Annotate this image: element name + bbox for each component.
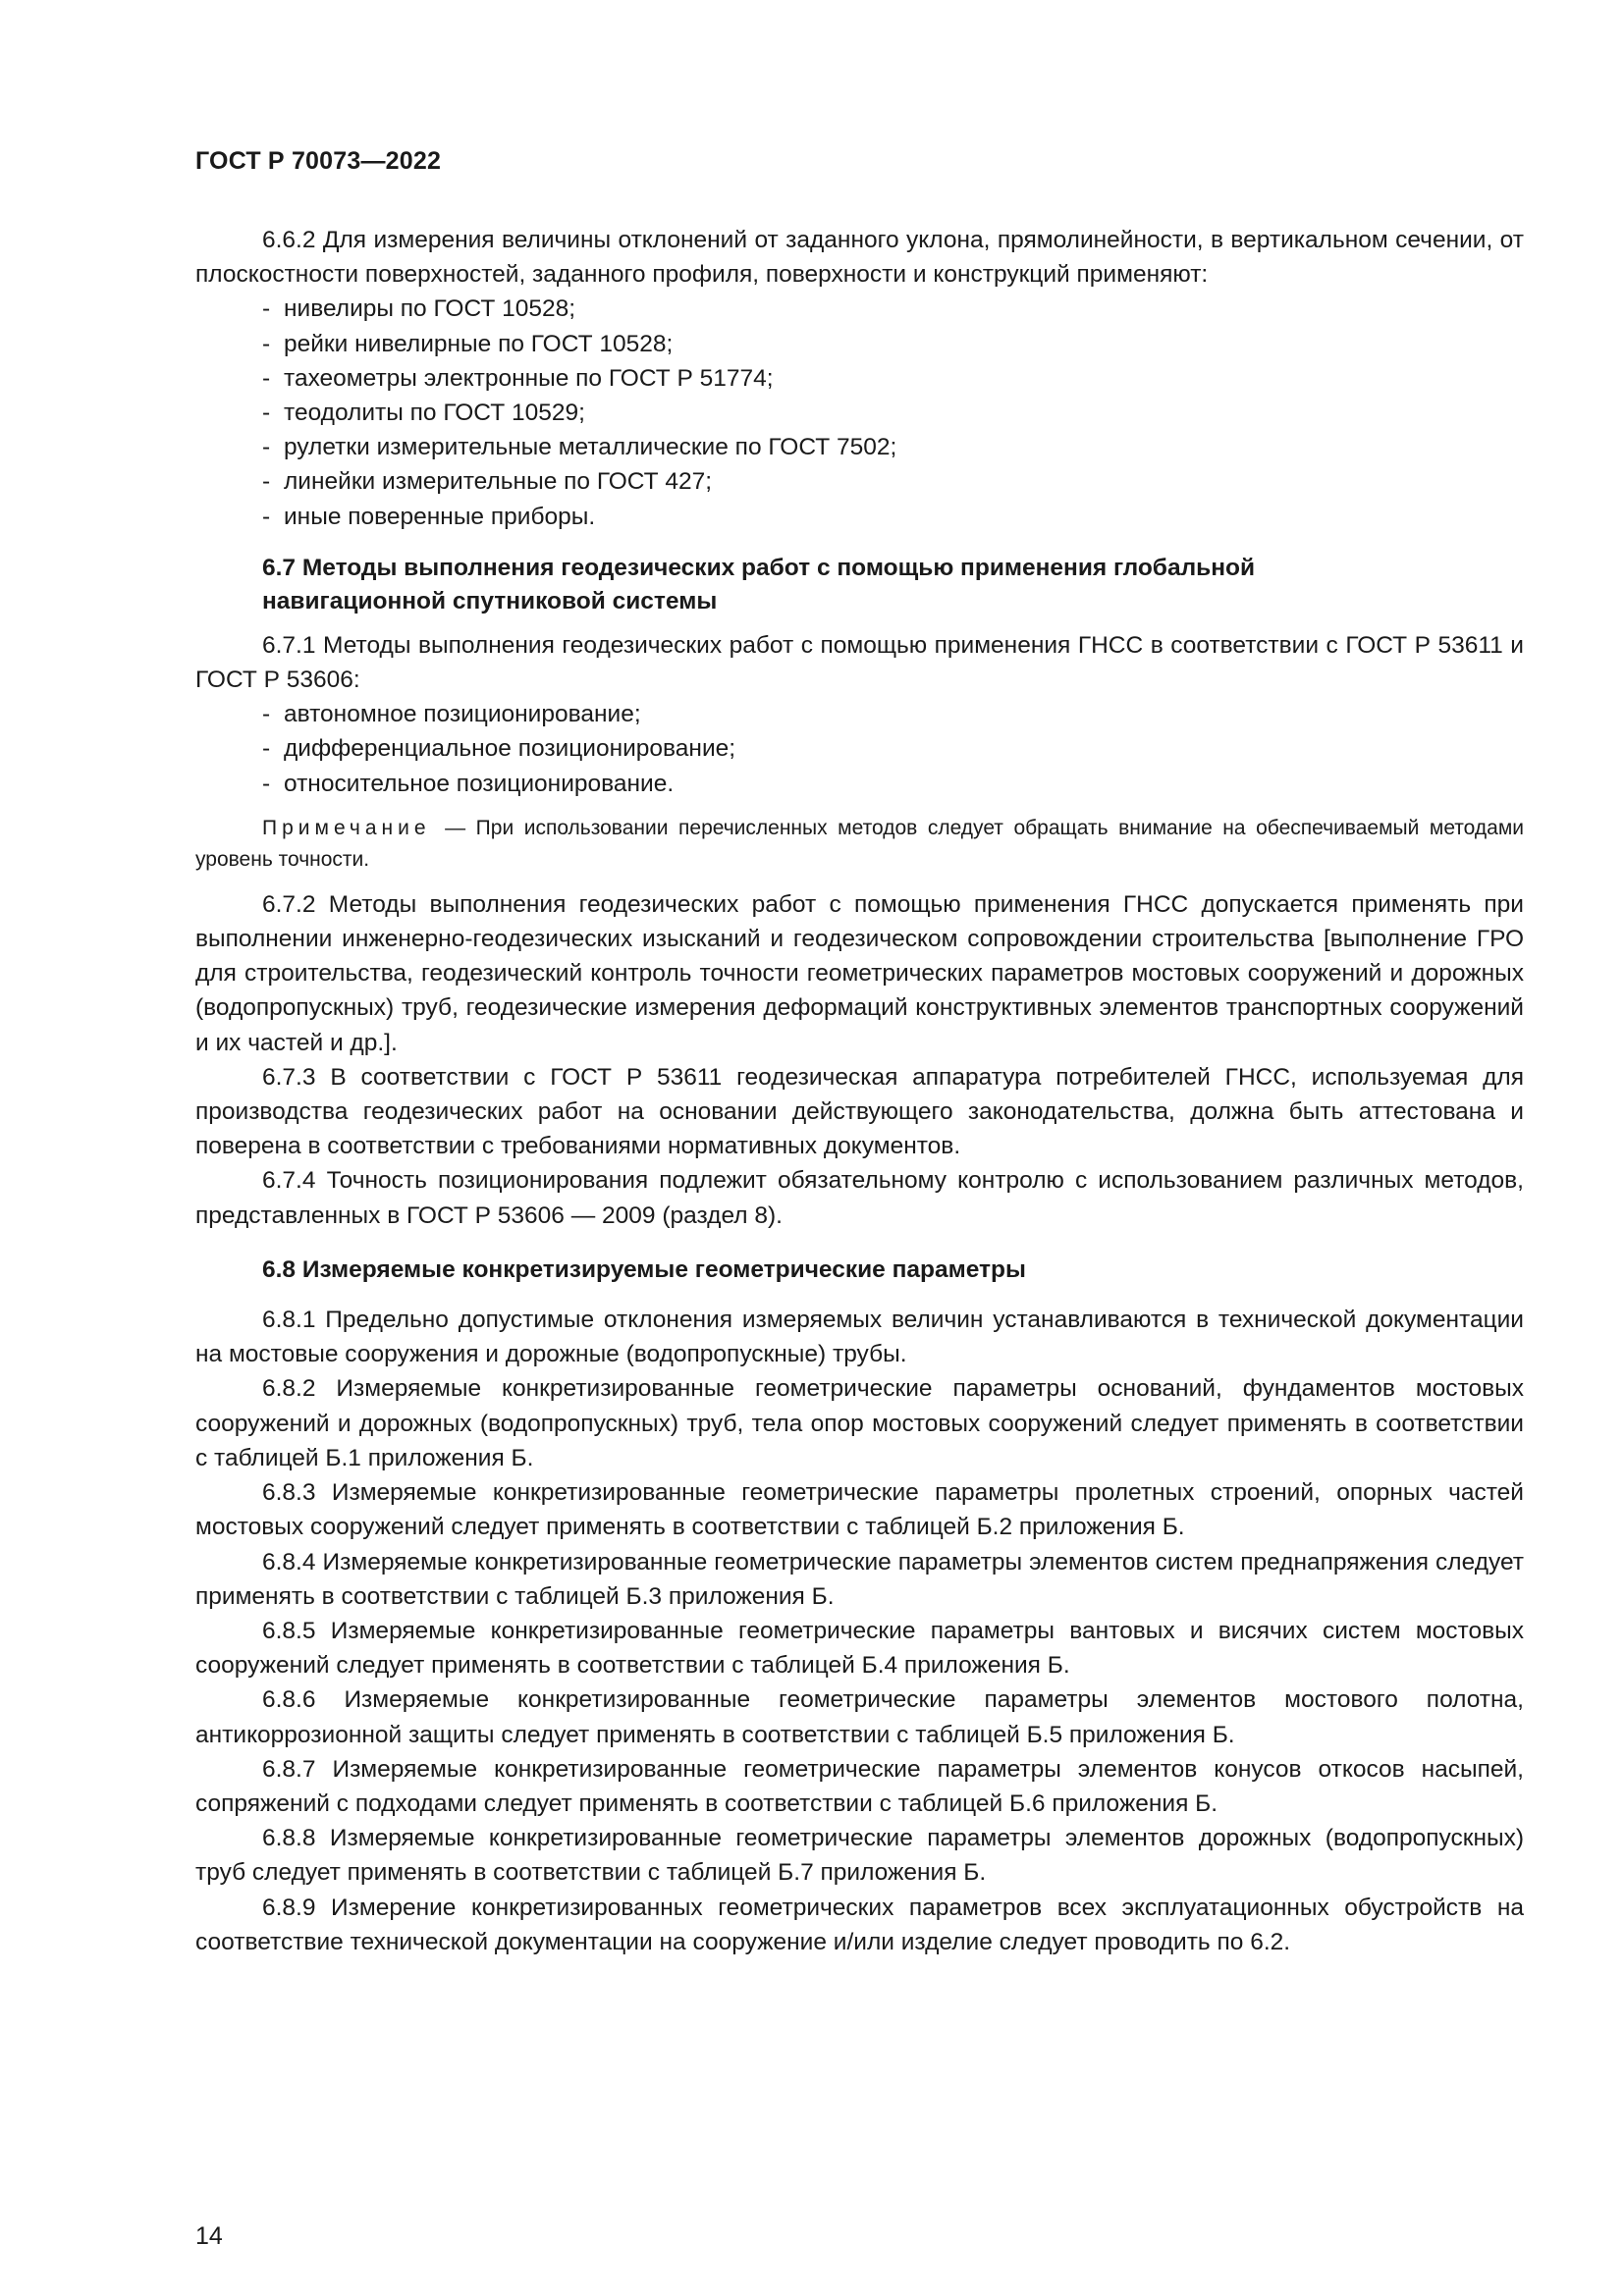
instrument-list — [195, 292, 1524, 533]
list-item: - автономное позиционирование; — [262, 697, 1524, 731]
list-item: - относительное позиционирование. — [262, 767, 1524, 801]
list-item: - тахеометры электронные по ГОСТ Р 51774; — [262, 361, 1524, 396]
paragraph-6-7-2: 6.7.2 Методы выполнения геодезических работ с помощью применения ГНСС допускается применять при выполнении инженерно-геодезических изысканий и геодезическом сопровождении строительства [выполнение ГРО для строительства, геодезический контроль точности геометрических параметров мостовых сооружений и дорожных (водопропускных) труб, геодезические измерения деформаций конструктивных элементов транспортных сооружений и их частей и др.]. — [195, 890, 1524, 1056]
paragraph-6-7-1: 6.7.1 Методы выполнения геодезических работ с помощью применения ГНСС в соответствии с ГОСТ Р 53611 и ГОСТ Р 53606: — [195, 631, 1524, 694]
paragraph-6-8-3: 6.8.3 Измеряемые конкретизированные геометрические параметры пролетных строений, опорных частей мостовых сооружений следует применять в соответствии с таблицей Б.2 приложения Б. — [195, 1479, 1524, 1541]
paragraph-6-6-2: 6.6.2 Для измерения величины отклонений от заданного уклона, прямолинейности, в вертикальном сечении, от плоскостности поверхностей, заданного профиля, поверхности и конструкций применяют: — [195, 227, 1524, 289]
list-item: - теодолиты по ГОСТ 10529; — [262, 396, 1524, 430]
paragraph-6-8-8: 6.8.8 Измеряемые конкретизированные геометрические параметры элементов дорожных (водопропускных) труб следует применять в соответствии с таблицей Б.7 приложения Б. — [195, 1825, 1524, 1887]
section-heading-6-7-line2: навигационной спутниковой системы — [262, 587, 718, 614]
note-text: — При использовании перечисленных методов следует обращать внимание на обеспечиваемый методами уровень точности. — [195, 816, 1525, 871]
note — [195, 813, 1524, 876]
list-item: - рулетки измерительные металлические по ГОСТ 7502; — [262, 430, 1524, 464]
paragraph-6-8-5: 6.8.5 Измеряемые конкретизированные геометрические параметры вантовых и висячих систем мостовых сооружений следует применять в соответствии с таблицей Б.4 приложения Б. — [195, 1617, 1524, 1680]
positioning-methods-list — [195, 697, 1524, 801]
paragraph-6-8-2: 6.8.2 Измеряемые конкретизированные геометрические параметры оснований, фундаментов мостовых сооружений и дорожных (водопропускных) труб, тела опор мостовых сооружений следует применять в соответствии с таблицей Б.1 приложения Б. — [195, 1375, 1524, 1471]
paragraph-6-8-1: 6.8.1 Предельно допустимые отклонения измеряемых величин устанавливаются в технической документации на мостовые сооружения и дорожные (водопропускные) трубы. — [195, 1307, 1524, 1368]
paragraph-6-7-3: 6.7.3 В соответствии с ГОСТ Р 53611 геодезическая аппаратура потребителей ГНСС, используемая для производства геодезических работ на основании действующего законодательства, должна быть аттестована и поверена в соответствии с требованиями нормативных документов. — [195, 1063, 1524, 1160]
paragraph-6-8-7: 6.8.7 Измеряемые конкретизированные геометрические параметры элементов конусов откосов насыпей, сопряжений с подходами следует применять в соответствии с таблицей Б.6 приложения Б. — [195, 1755, 1524, 1817]
list-item: - иные поверенные приборы. — [262, 500, 1524, 534]
list-item: - дифференциальное позиционирование; — [262, 731, 1524, 766]
page-number: 14 — [195, 2222, 223, 2250]
paragraph-6-8-4: 6.8.4 Измеряемые конкретизированные геометрические параметры элементов систем преднапряжения следует применять в соответствии с таблицей Б.3 приложения Б. — [195, 1548, 1524, 1610]
note-label: Примечание — [262, 816, 431, 839]
list-item: - рейки нивелирные по ГОСТ 10528; — [262, 327, 1524, 361]
document-header: ГОСТ Р 70073—2022 — [195, 147, 442, 175]
section-heading-6-7-line1: 6.7 Методы выполнения геодезических работ с помощью применения глобальной — [262, 554, 1256, 581]
document-body — [195, 223, 1524, 1959]
section-heading-6-8: 6.8 Измеряемые конкретизируемые геометрические параметры — [262, 1255, 1026, 1283]
list-item: - нивелиры по ГОСТ 10528; — [262, 292, 1524, 326]
section-heading-6-7 — [195, 552, 1524, 618]
paragraph-6-7-4: 6.7.4 Точность позиционирования подлежит обязательному контролю с использованием различных методов, представленных в ГОСТ Р 53606 — 2009 (раздел 8). — [195, 1167, 1524, 1229]
list-item: - линейки измерительные по ГОСТ 427; — [262, 464, 1524, 499]
paragraph-6-8-6: 6.8.6 Измеряемые конкретизированные геометрические параметры элементов мостового полотна, антикоррозионной защиты следует применять в соответствии с таблицей Б.5 приложения Б. — [195, 1686, 1524, 1748]
paragraph-6-8-9: 6.8.9 Измерение конкретизированных геометрических параметров всех эксплуатационных обустройств на соответствие технической документации на сооружение и/или изделие следует проводить по 6.2. — [195, 1894, 1524, 1955]
